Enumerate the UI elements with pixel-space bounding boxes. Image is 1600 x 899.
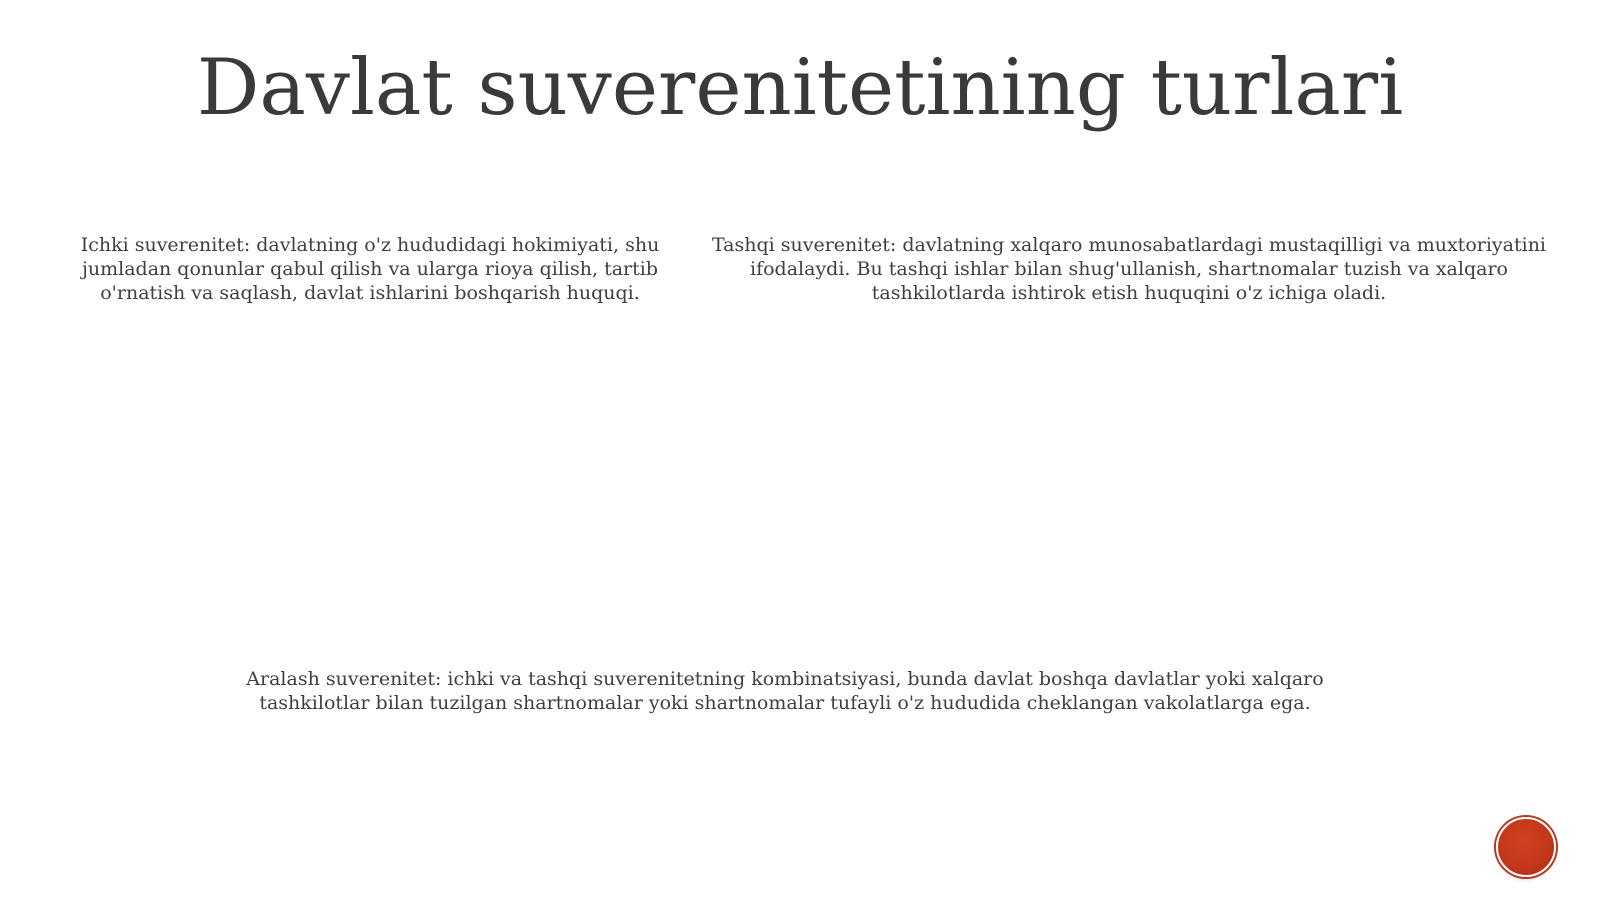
paragraph-internal-sovereignty: Ichki suverenitet: davlatning o'z hududidagi hokimiyati, shu jumladan qonunlar qabul qilish va ularga rioya qilish, tartib o'rnatish va saqlash, davlat ishlarini boshqarish huquqi. <box>80 234 660 304</box>
paragraph-external-sovereignty: Tashqi suverenitet: davlatning xalqaro munosabatlardagi mustaqilligi va muxtoriyatini ifodalaydi. Bu tashqi ishlar bilan shug'ullanish, shartnomalar tuzish va xalqaro tashkilotlarda ishtirok etish huquqini o'z ichiga oladi. <box>711 234 1547 304</box>
circle-nav-icon[interactable] <box>1496 817 1556 877</box>
paragraph-mixed-sovereignty: Aralash suverenitet: ichki va tashqi suverenitetning kombinatsiyasi, bunda davlat boshqa davlatlar yoki xalqaro tashkilotlar bilan tuzilgan shartnomalar yoki shartnomalar tufayli o'z hududida cheklangan vakolatlarga ega. <box>246 668 1324 714</box>
slide-title: Davlat suverenitetining turlari <box>196 43 1404 133</box>
